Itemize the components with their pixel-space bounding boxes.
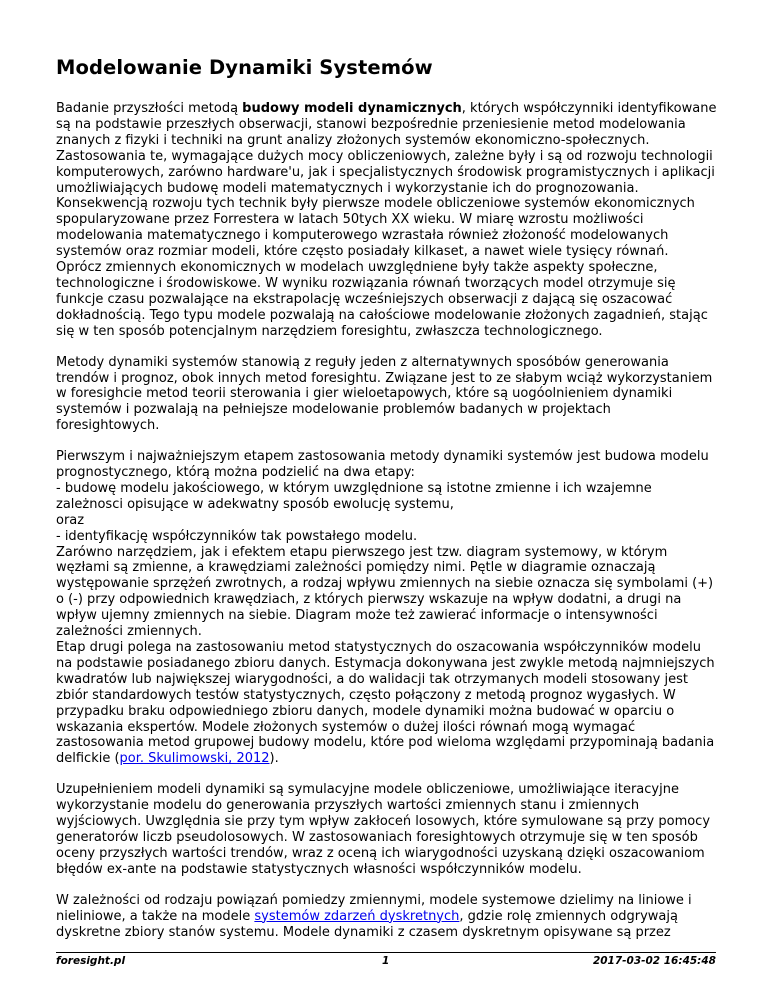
- paragraph-line: występowanie sprzężeń zwrotnych, a rodzaj wpływu zmiennych na siebie oznacza się symbolami (+): [56, 576, 714, 592]
- text-run: , gdzie rolę zmiennych odgrywają: [459, 908, 678, 924]
- paragraph-intro: [56, 101, 717, 340]
- paragraph-line: [56, 101, 717, 117]
- paragraph-line: systemów i pozwalają na pełniejsze modelowanie problemów badanych w projektach: [56, 402, 611, 418]
- paragraph-line: systemów oraz rozmiar modeli, które często posiadały kilkaset, a nawet wiele tysięcy równań.: [56, 244, 669, 260]
- paragraph-line: przypadku braku odpowiedniego zbioru danych, modele dynamiki można budować w oparciu o: [56, 703, 675, 719]
- paragraph-line: Zastosowania te, wymagające dużych mocy obliczeniowych, zależne były i są od rozwoju technologii: [56, 148, 713, 164]
- paragraph-line: technologiczne i środowiskowe. W wyniku rozwiązania równań tworzących model otrzymuje się: [56, 275, 676, 291]
- page-footer: [56, 955, 716, 973]
- paragraph-line: modelowania matematycznego i komputerowego wzrastała również złożoność modelowanych: [56, 228, 669, 244]
- paragraph-line: zależności zmiennych.: [56, 624, 202, 640]
- footer-page-number: 1: [382, 955, 390, 967]
- paragraph-line: dyskretne zbiory stanów systemu. Modele dynamiki z czasem dyskretnym opisywane są przez: [56, 924, 671, 940]
- paragraph-line: Uzupełnieniem modeli dynamiki są symulacyjne modele obliczeniowe, umożliwiające iteracyjne: [56, 782, 679, 798]
- paragraph-line: są na podstawie przeszłych obserwacji, stanowi bezpośrednie przeniesienie metod modelowania: [56, 116, 686, 132]
- paragraph-line: kwadratów lub największej wiarygodności, a do walidacji tak otrzymanych modeli stosowany jest: [56, 671, 688, 687]
- paragraph-line: Etap drugi polega na zastosowaniu metod statystycznych do oszacowania współczynników modelu: [56, 640, 701, 655]
- paragraph-line: zbiór standardowych testów statystycznych, często połączony z metodą prognoz wygasłych. W: [56, 687, 676, 703]
- text-run: nieliniowe, a także na modele: [56, 908, 255, 924]
- link-discrete-event-systems[interactable]: systemów zdarzeń dyskretnych: [254, 908, 460, 924]
- paragraph-line: komputerowych, zarówno hardware'u, jak i specjalistycznych środowisk programistycznych i aplikacji: [56, 164, 715, 180]
- paragraph-line: wyjściowych. Uwzględnia sie przy tym wpływ zakłoceń losowych, które symulowane są przy pomocy: [56, 814, 711, 830]
- paragraph-stages: [56, 449, 714, 767]
- paragraph-line: zastosowania metod grupowej budowy modelu, które pod wieloma względami przypominają badania: [56, 735, 715, 751]
- paragraph-line: prognostycznego, którą można podzielić na dwa etapy:: [56, 465, 415, 481]
- citation-link-skulimowski[interactable]: por. Skulimowski, 2012: [119, 751, 270, 767]
- paragraph-line: Metody dynamiki systemów stanowią z reguły jeden z alternatywnych sposóbów generowania: [56, 354, 669, 370]
- paragraph-line: w foresighcie metod teorii sterowania i gier wieloetapowych, które są uogóolnieniem dynamiki: [56, 386, 673, 402]
- paragraph-line: - identyfikację współczynników tak powstałego modelu.: [56, 528, 418, 544]
- paragraph-line: dokładnością. Tego typu modele pozwalają na całościowe modelowanie złożonych zagadnień, stając: [56, 307, 708, 323]
- paragraph-line: - budowę modelu jakościowego, w którym uwzględnione są istotne zmienne i ich wzajemne: [56, 480, 652, 496]
- paragraph-simulation: [56, 782, 714, 877]
- paragraph-line: funkcje czasu pozwalające na ekstrapolację wcześniejszych obserwacji z dającą się oszacować: [56, 291, 673, 307]
- paragraph-line: Pierwszym i najważniejszym etapem zastosowania metody dynamiki systemów jest budowa modelu: [56, 449, 709, 465]
- paragraph-line: oraz: [56, 512, 85, 528]
- paragraph-line: wykorzystanie modelu do generowania przyszłych wartości zmiennych stanu i zmiennych: [56, 798, 640, 814]
- text-run: Badanie przyszłości metodą: [56, 101, 243, 116]
- paragraph-line: węzłami są zmienne, a krawędziami zależności pomiędzy nimi. Pętle w diagramie oznaczają: [56, 560, 656, 576]
- paragraph-line: [56, 751, 714, 767]
- paragraph-line: się w ten sposób potencjalnym narzędziem foresightu, zwłaszcza technologicznego.: [56, 323, 603, 339]
- footer-site: foresight.pl: [56, 955, 126, 967]
- paragraph-line: oceny przyszłych wartości trendów, wraz z oceną ich wiarygodności uzyskaną dzięki oszacowaniom: [56, 845, 705, 861]
- paragraph-model-types: [56, 893, 714, 941]
- footer-divider: [56, 952, 716, 953]
- paragraph-line: generatorów liczb pseudolosowych. W zastosowaniach foresightowych otrzymuje się w ten sposób: [56, 829, 698, 845]
- paragraph-line: foresightowych.: [56, 418, 160, 434]
- paragraph-line: trendów i prognoz, obok innych metod foresightu. Związane jest to ze słabym wciąż wykorzystaniem: [56, 370, 713, 386]
- paragraph-line: zależnosci opisujące w adekwatny sposób ewolucję systemu,: [56, 496, 454, 512]
- footer-timestamp: 2017-03-02 16:45:48: [592, 955, 716, 967]
- paragraph-line: W zależności od rodzaju powiązań pomiedzy zmiennymi, modele systemowe dzielimy na liniowe i: [56, 892, 692, 908]
- paragraph-line: umożliwiających budowę modeli matematycznych i wykorzystanie ich do prognozowania.: [56, 180, 639, 196]
- paragraph-line: znanych z fizyki i techniki na grunt analizy złożonych systemów ekonomiczno-społecznych.: [56, 132, 650, 148]
- bold-term: budowy modeli dynamicznych: [242, 101, 462, 116]
- paragraph-line: o (-) przy odpowiednich krawędziach, z których pierwszy wskazuje na wpływ dodatni, a drugi na: [56, 592, 682, 608]
- paragraph-line: błędów ex-ante na podstawie statystycznych własności współczynników modelu.: [56, 861, 582, 877]
- paragraph-line: Konsekwencją rozwoju tych technik były pierwsze modele obliczeniowe systemów ekonomicznych: [56, 196, 695, 212]
- page-title: Modelowanie Dynamiki Systemów: [56, 56, 433, 79]
- paragraph-line: wskazania ekspertów. Modele złożonych systemów o dużej ilości równań mogą wymagać: [56, 719, 636, 735]
- paragraph-line: na podstawie posiadanego zbioru danych. Estymacja dokonywana jest zwykle metodą najmniejszych: [56, 655, 715, 671]
- text-run: , których współczynniki identyfikowane: [461, 101, 717, 116]
- paragraph-line: wpływ ujemny zmiennych na siebie. Diagram może też zawierać informacje o intensywności: [56, 608, 658, 624]
- paragraph-line: spopularyzowane przez Forrestera w latach 50tych XX wieku. W miarę wzrostu możliwości: [56, 212, 644, 228]
- article-body: [56, 101, 717, 940]
- paragraph-methods: [56, 355, 714, 435]
- paragraph-line: Zarówno narzędziem, jak i efektem etapu pierwszego jest tzw. diagram systemowy, w którym: [56, 544, 668, 560]
- text-run: ).: [269, 751, 279, 767]
- paragraph-line: Oprócz zmiennych ekonomicznych w modelach uwzględniene były także aspekty społeczne,: [56, 260, 658, 276]
- paragraph-line: [56, 909, 714, 925]
- text-run: delfickie (: [56, 751, 120, 767]
